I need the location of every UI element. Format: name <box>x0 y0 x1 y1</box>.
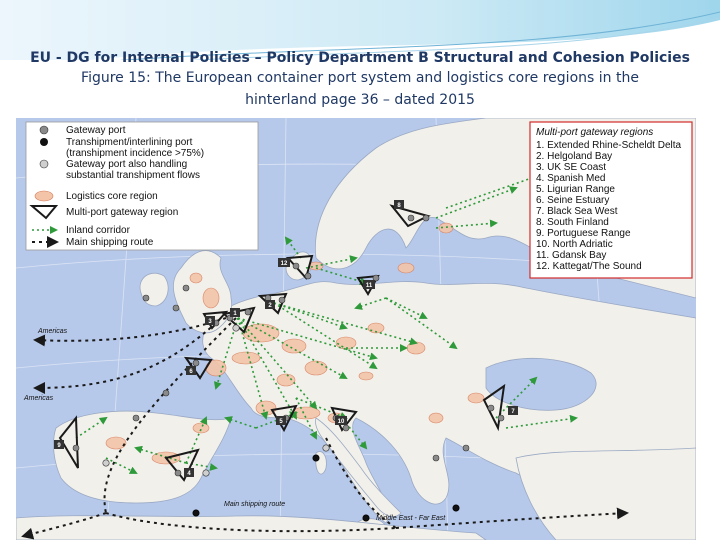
region-tag-6 <box>186 366 196 375</box>
region-tag-2 <box>265 300 275 309</box>
svg-text:3: 3 <box>208 319 212 325</box>
region-tag-1 <box>230 308 240 317</box>
svg-text:8: 8 <box>397 203 401 209</box>
svg-text:10: 10 <box>337 419 345 425</box>
legend-gateway-port: Gateway port <box>66 125 126 136</box>
region-tag-7 <box>508 406 518 415</box>
region-legend-item: 11. Gdansk Bay <box>536 250 607 261</box>
legend-transhipment-incidence: (transhipment incidence >75%) <box>66 148 205 159</box>
gateway-regions-legend <box>530 122 692 278</box>
legend-logistics-core: Logistics core region <box>66 191 158 202</box>
region-legend-item: 9. Portuguese Range <box>536 228 631 239</box>
region-tag-9 <box>54 440 64 449</box>
gateway-port-symbol <box>40 126 48 134</box>
transhipment-port-symbol <box>40 138 48 146</box>
middle-east-far-east-label: Middle East - Far East <box>376 515 446 522</box>
region-legend-item: 2. Helgoland Bay <box>536 151 613 162</box>
gateway-transhipment-symbol <box>40 160 48 168</box>
svg-text:7: 7 <box>511 409 515 415</box>
svg-text:4: 4 <box>187 471 191 477</box>
americas-label-top: Americas <box>38 328 68 335</box>
map-legend <box>26 122 258 250</box>
region-legend-item: 5. Ligurian Range <box>536 184 615 195</box>
legend-gateway-transhipment: Gateway port also handling <box>66 159 188 170</box>
svg-text:1: 1 <box>233 311 237 317</box>
region-legend-item: 4. Spanish Med <box>536 173 606 184</box>
americas-label-mid: Americas <box>24 395 54 402</box>
region-legend-item: 8. South Finland <box>536 217 609 228</box>
region-tag-11 <box>363 280 375 289</box>
region-tag-3 <box>205 316 215 325</box>
europe-port-map <box>16 118 696 540</box>
svg-text:9: 9 <box>57 443 61 449</box>
region-legend-item: 10. North Adriatic <box>536 239 613 250</box>
region-legend-item: 3. UK SE Coast <box>536 162 607 173</box>
gateway-regions-legend-title: Multi-port gateway regions <box>536 127 654 138</box>
legend-inland-corridor: Inland corridor <box>66 225 130 236</box>
region-tag-5 <box>276 416 286 425</box>
legend-transhipment-port: Transhipment/interlining port <box>66 137 193 148</box>
svg-text:2: 2 <box>268 303 272 309</box>
region-legend-item: 7. Black Sea West <box>536 206 618 217</box>
logistics-region-symbol <box>35 191 53 201</box>
region-tag-10 <box>335 416 347 425</box>
region-tag-8 <box>394 200 404 209</box>
legend-main-shipping-route: Main shipping route <box>66 237 154 248</box>
region-tag-4 <box>184 468 194 477</box>
region-legend-item: 12. Kattegat/The Sound <box>536 261 642 272</box>
region-legend-item: 1. Extended Rhine-Scheldt Delta <box>536 140 682 151</box>
svg-text:6: 6 <box>189 369 193 375</box>
figure-caption-line: Figure 15: The European container port system and logistics core regions in the <box>81 70 639 86</box>
region-legend-item: 6. Seine Estuary <box>536 195 610 206</box>
document-source-line: EU - DG for Internal Policies – Policy Department B Structural and Cohesion Policies <box>30 50 690 66</box>
legend-gateway-transhipment-2: substantial transhipment flows <box>66 170 200 181</box>
svg-text:5: 5 <box>279 419 283 425</box>
svg-text:12: 12 <box>280 261 288 267</box>
main-shipping-route-label: Main shipping route <box>224 501 286 508</box>
svg-text:11: 11 <box>365 283 373 289</box>
legend-multiport-region: Multi-port gateway region <box>66 207 179 218</box>
region-tag-12 <box>278 258 290 267</box>
figure-caption-line-2: hinterland page 36 – dated 2015 <box>245 92 475 108</box>
